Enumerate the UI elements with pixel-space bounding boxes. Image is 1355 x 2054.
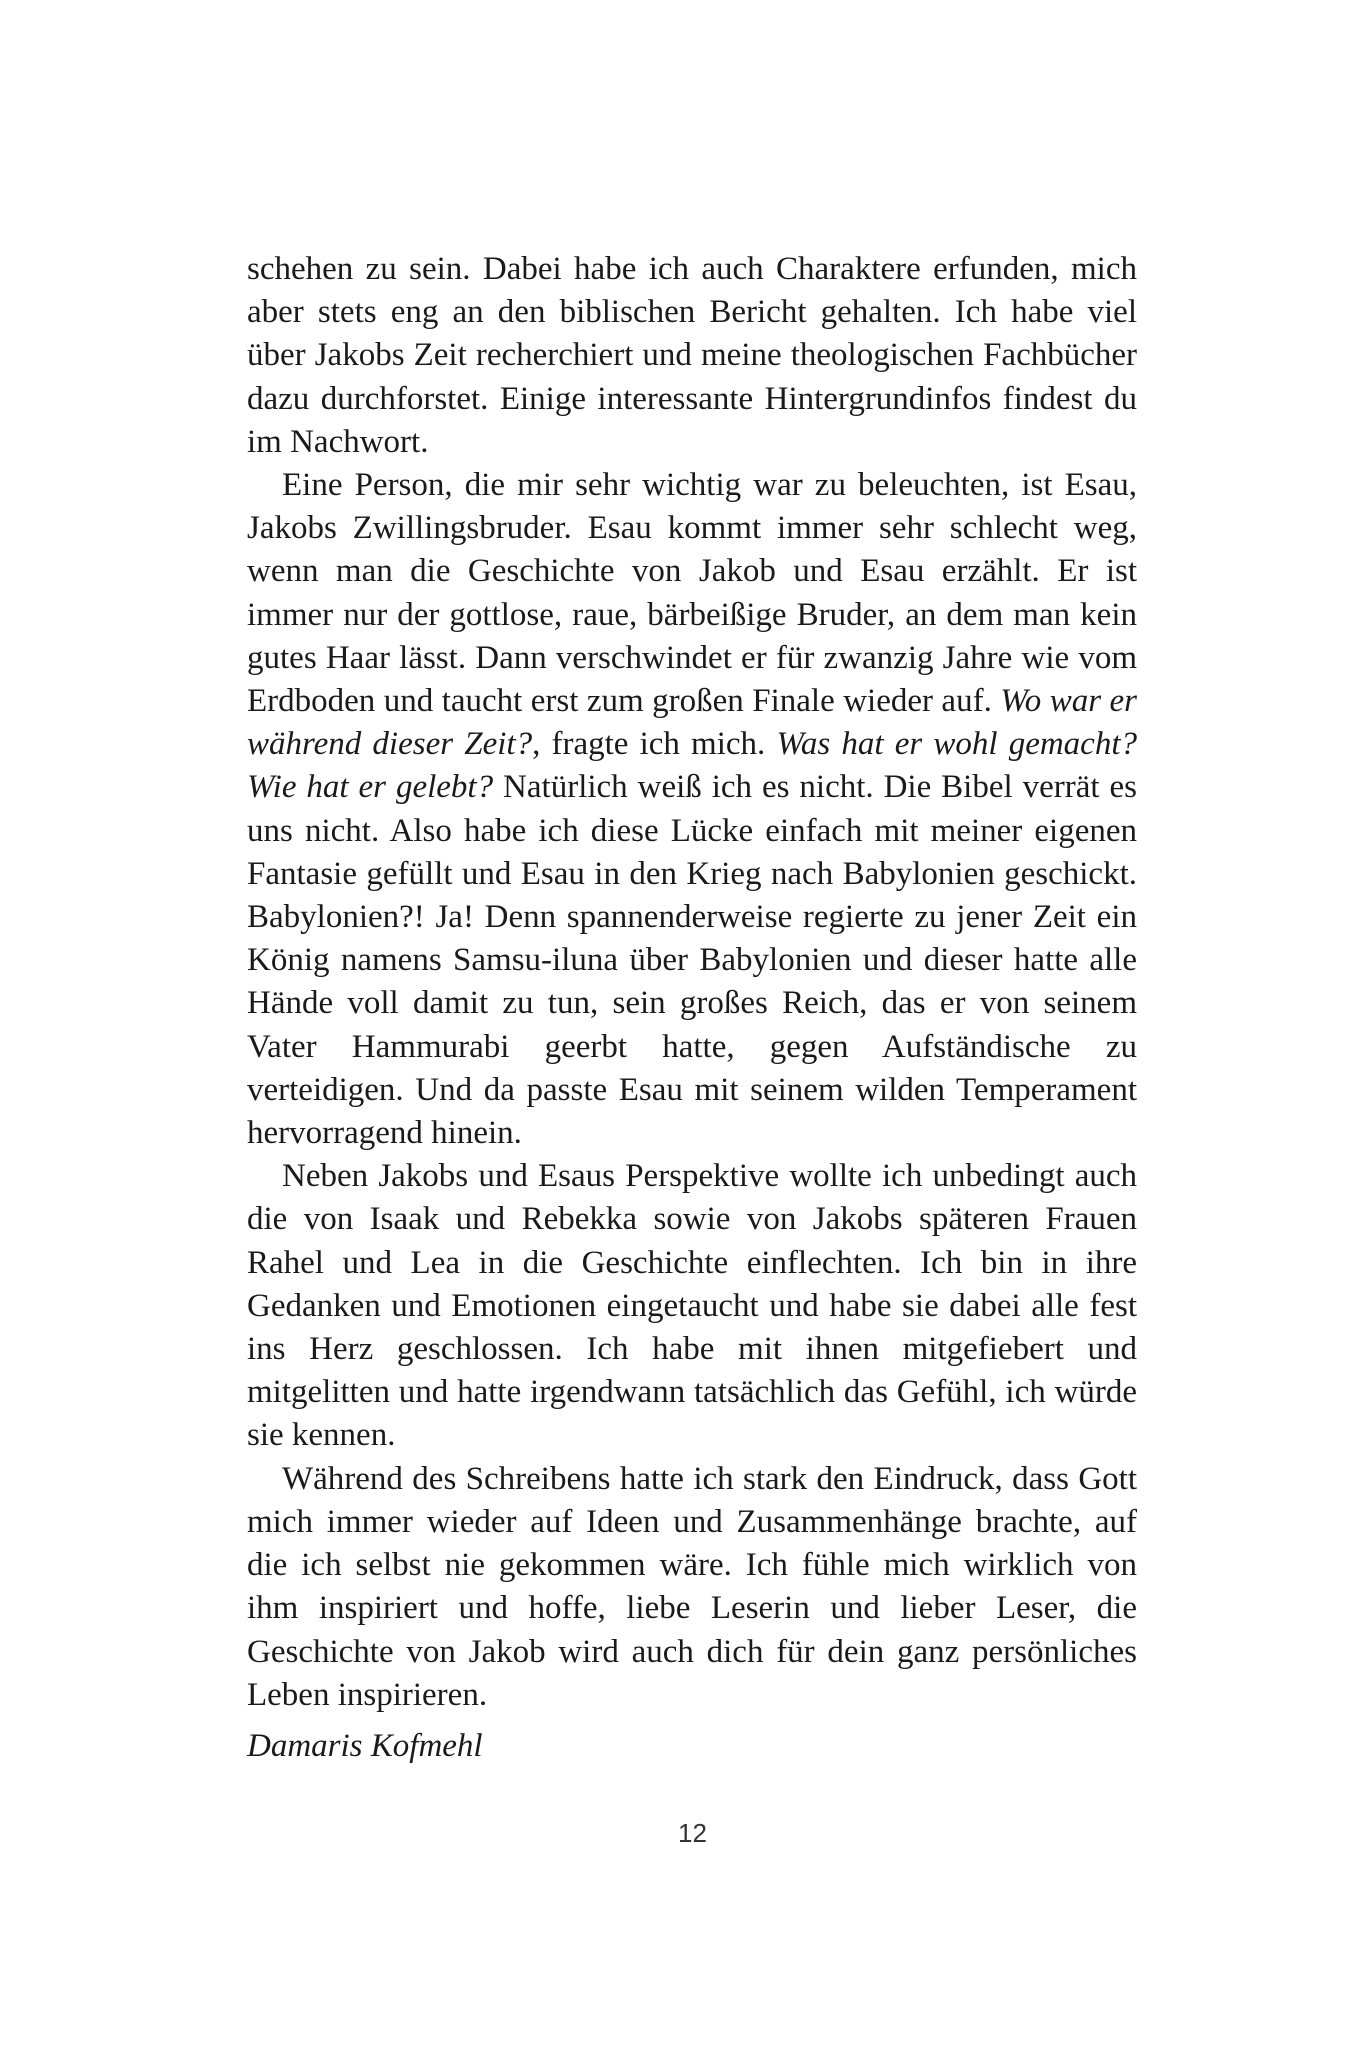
text-segment: , fragte ich mich.: [532, 726, 777, 763]
text-segment: Neben Jakobs und Esaus Perspektive wollte ich unbedingt auch die von Isaak und Rebekka sowie von Jakobs späteren Frauen Rahel und Lea in die Geschichte einflechten. Ich bin in ihre Gedanken und Emotionen eingetaucht und habe sie dabei alle fest ins Herz geschlossen. Ich habe mit ihnen mitgefiebert und mitgelitten und hatte irgendwann tatsächlich das Gefühl, ich würde sie kennen.: [247, 1158, 1137, 1454]
italic-question: Was hat er wohl gemacht? Wie hat er gelebt?: [247, 726, 1137, 806]
italic-question: Wo war er während dieser Zeit?: [247, 683, 1137, 763]
text-segment: Während des Schreibens hatte ich stark den Eindruck, dass Gott mich immer wieder auf Ideen und Zusammenhänge brachte, auf die ich selbst nie gekommen wäre. Ich fühle mich wirklich von ihm inspiriert und hoffe, liebe Leserin und lieber Leser, die Geschichte von Jakob wird auch dich für dein ganz persönliches Leben inspirieren.: [247, 1460, 1137, 1713]
paragraph-2: [247, 464, 1137, 1155]
paragraph-4: [247, 1458, 1137, 1717]
text-segment: Eine Person, die mir sehr wichtig war zu beleuchten, ist Esau, Jakobs Zwillingsbruder. Esau kommt immer sehr schlecht weg, wenn man die Geschichte von Jakob und Esau erzählt. Er ist immer nur der gottlose, raue, bärbeißige Bruder, an dem man kein gutes Haar lässt. Dann verschwindet er für zwanzig Jahre wie vom Erdboden und taucht erst zum großen Finale wieder auf.: [247, 467, 1137, 720]
paragraph-3: [247, 1155, 1137, 1457]
body-text: [247, 248, 1137, 1717]
paragraph-1: [247, 248, 1137, 464]
author-signature: Damaris Kofmehl: [247, 1728, 483, 1764]
page-number: 12: [678, 1818, 707, 1848]
text-segment: Natürlich weiß ich es nicht. Die Bibel verrät es uns nicht. Also habe ich diese Lücke einfach mit meiner eigenen Fantasie gefüllt und Esau in den Krieg nach Babylonien geschickt. Babylonien?! Ja! Denn spannenderweise regierte zu jener Zeit ein König namens Samsu-iluna über Babylonien und dieser hatte alle Hände voll damit zu tun, sein großes Reich, das er von seinem Vater Hammurabi geerbt hatte, gegen Aufständische zu verteidigen. Und da passte Esau mit seinem wilden Temperament hervorragend hinein.: [247, 769, 1137, 1152]
text-segment: schehen zu sein. Dabei habe ich auch Charaktere erfunden, mich aber stets eng an den biblischen Bericht gehalten. Ich habe viel über Jakobs Zeit recherchiert und meine theologischen Fachbücher dazu durchforstet. Einige interessante Hintergrundinfos findest du im Nachwort.: [247, 251, 1137, 460]
